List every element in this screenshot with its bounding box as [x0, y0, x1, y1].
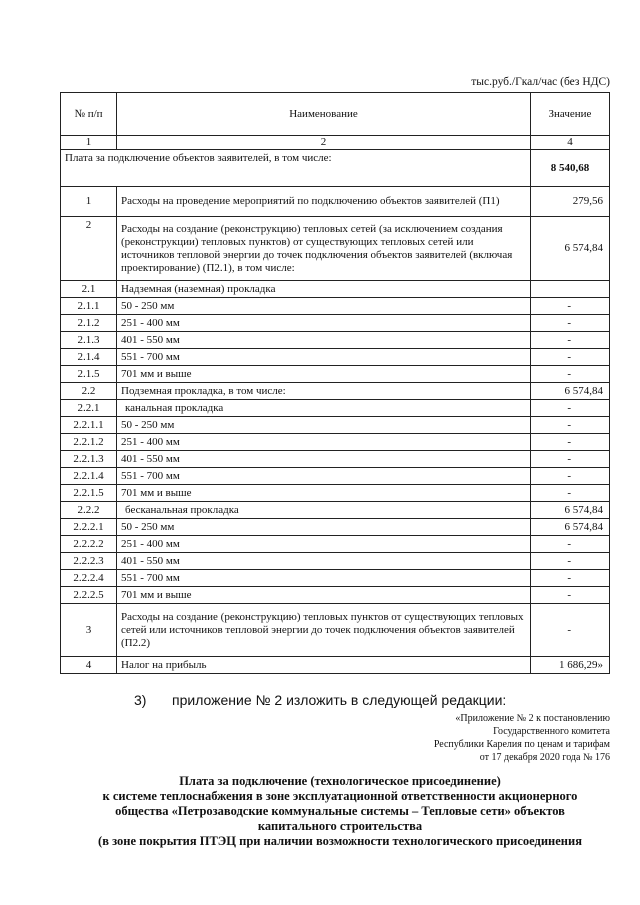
row-name: 551 - 700 мм: [117, 468, 531, 485]
row-name: 701 мм и выше: [117, 587, 531, 604]
row-number: 2.1.1: [61, 298, 117, 315]
row-value: -: [531, 332, 610, 349]
header-value: Значение: [531, 93, 610, 136]
row-name: 50 - 250 мм: [117, 298, 531, 315]
appendix-line: Государственного комитета: [493, 726, 610, 737]
row-value: -: [531, 434, 610, 451]
row-name: 50 - 250 мм: [117, 519, 531, 536]
row-name: 401 - 550 мм: [117, 451, 531, 468]
row-value: 279,56: [531, 187, 610, 217]
row-value: 6 574,84: [531, 217, 610, 281]
row-name: 401 - 550 мм: [117, 553, 531, 570]
table-row: [61, 315, 610, 332]
table-row: [61, 281, 610, 298]
row-number: 2.1.4: [61, 349, 117, 366]
row-name: 251 - 400 мм: [117, 536, 531, 553]
table-row: [61, 417, 610, 434]
row-number: 2.2.2: [61, 502, 117, 519]
row-name: 701 мм и выше: [117, 366, 531, 383]
row-number: 2.1.2: [61, 315, 117, 332]
total-label: Плата за подключение объектов заявителей, в том числе:: [61, 150, 531, 187]
row-name: Надземная (наземная) прокладка: [117, 281, 531, 298]
row-number: 2: [61, 217, 117, 281]
row-number: 3: [61, 604, 117, 657]
table-header-row: [61, 93, 610, 136]
command-text: приложение № 2 изложить в следующей редакции:: [172, 692, 507, 708]
row-name: Подземная прокладка, в том числе:: [117, 383, 531, 400]
row-number: 2.2.1.4: [61, 468, 117, 485]
row-name: 251 - 400 мм: [117, 434, 531, 451]
table-row: [61, 570, 610, 587]
row-value: -: [531, 315, 610, 332]
table-row: [61, 553, 610, 570]
appendix-line: Республики Карелия по ценам и тарифам: [433, 739, 610, 750]
appendix-note: [434, 712, 610, 764]
row-value: -: [531, 451, 610, 468]
row-number: 2.2.1.2: [61, 434, 117, 451]
table-row: [61, 366, 610, 383]
table-row: [61, 485, 610, 502]
total-value: 8 540,68: [531, 150, 610, 187]
row-number: 2.2: [61, 383, 117, 400]
table-row: [61, 519, 610, 536]
row-number: 2.1: [61, 281, 117, 298]
table-row: [61, 332, 610, 349]
row-number: 2.1.3: [61, 332, 117, 349]
row-name: 401 - 550 мм: [117, 332, 531, 349]
row-number: 2.2.2.5: [61, 587, 117, 604]
header-num: № п/п: [61, 93, 117, 136]
table-row: [61, 434, 610, 451]
row-number: 2.2.1: [61, 400, 117, 417]
row-number: 2.2.1.5: [61, 485, 117, 502]
table-row: [61, 400, 610, 417]
table-row: [61, 451, 610, 468]
row-value: -: [531, 298, 610, 315]
table-row: [61, 349, 610, 366]
row-value: -: [531, 553, 610, 570]
table-row: [61, 604, 610, 657]
row-value: -: [531, 570, 610, 587]
table-row: [61, 217, 610, 281]
row-value: -: [531, 485, 610, 502]
row-name: Расходы на создание (реконструкцию) тепловых сетей (за исключением создания (реконструкции) тепловых пунктов) от существующих тепловых сетей или источников тепловой энергии до точек подключения объектов заявителей (включая проектирование) (П2.1), в том числе:: [117, 217, 531, 281]
row-number: 1: [61, 187, 117, 217]
table-row: [61, 298, 610, 315]
index-2: 2: [117, 136, 531, 150]
row-name: Расходы на создание (реконструкцию) тепловых пунктов от существующих тепловых сетей или источников тепловой энергии до точек подключения объектов заявителей (П2.2): [117, 604, 531, 657]
table-row: [61, 468, 610, 485]
row-name: 701 мм и выше: [117, 485, 531, 502]
row-value: -: [531, 349, 610, 366]
row-number: 2.2.2.1: [61, 519, 117, 536]
row-value: -: [531, 604, 610, 657]
row-name: 50 - 250 мм: [117, 417, 531, 434]
appendix-line: «Приложение № 2 к постановлению: [455, 713, 610, 724]
fee-table: [60, 92, 610, 674]
title-line: капитального строительства: [257, 819, 423, 833]
row-value: -: [531, 366, 610, 383]
row-number: 2.2.2.4: [61, 570, 117, 587]
index-4: 4: [531, 136, 610, 150]
title-line: к системе теплоснабжения в зоне эксплуатационной ответственности акционерного: [102, 789, 578, 803]
column-index-row: [61, 136, 610, 150]
row-number: 2.2.1.1: [61, 417, 117, 434]
table-row: [61, 502, 610, 519]
row-name: канальная прокладка: [117, 400, 531, 417]
row-value: -: [531, 536, 610, 553]
row-name: 251 - 400 мм: [117, 315, 531, 332]
row-name: Расходы на проведение мероприятий по подключению объектов заявителей (П1): [117, 187, 531, 217]
row-value: 6 574,84: [531, 519, 610, 536]
row-number: 2.2.2.3: [61, 553, 117, 570]
row-name: 551 - 700 мм: [117, 349, 531, 366]
title-line: (в зоне покрытия ПТЭЦ при наличии возможности технологического присоединения: [98, 834, 582, 848]
row-number: 2.1.5: [61, 366, 117, 383]
table-row: [61, 383, 610, 400]
row-number: 4: [61, 657, 117, 674]
row-name: 551 - 700 мм: [117, 570, 531, 587]
index-1: 1: [61, 136, 117, 150]
units-note: тыс.руб./Гкал/час (без НДС): [471, 76, 610, 88]
row-number: 2.2.2.2: [61, 536, 117, 553]
command-number: 3): [134, 692, 147, 708]
document-title: [60, 774, 620, 849]
table-row: [61, 536, 610, 553]
row-value: -: [531, 417, 610, 434]
row-value: -: [531, 587, 610, 604]
row-value: 6 574,84: [531, 383, 610, 400]
row-number: 2.2.1.3: [61, 451, 117, 468]
header-name: Наименование: [117, 93, 531, 136]
row-value: 6 574,84: [531, 502, 610, 519]
table-row: [61, 587, 610, 604]
row-value: [531, 281, 610, 298]
row-value: -: [531, 400, 610, 417]
appendix-line: от 17 декабря 2020 года № 176: [479, 752, 610, 763]
row-name: бесканальная прокладка: [117, 502, 531, 519]
title-line: общества «Петрозаводские коммунальные системы – Тепловые сети» объектов: [115, 804, 565, 818]
row-value: -: [531, 468, 610, 485]
table-row: [61, 187, 610, 217]
row-value: 1 686,29»: [531, 657, 610, 674]
row-name: Налог на прибыль: [117, 657, 531, 674]
total-row: [61, 150, 610, 187]
amendment-command: [134, 692, 506, 708]
table-row: [61, 657, 610, 674]
title-line: Плата за подключение (технологическое присоединение): [179, 774, 501, 788]
